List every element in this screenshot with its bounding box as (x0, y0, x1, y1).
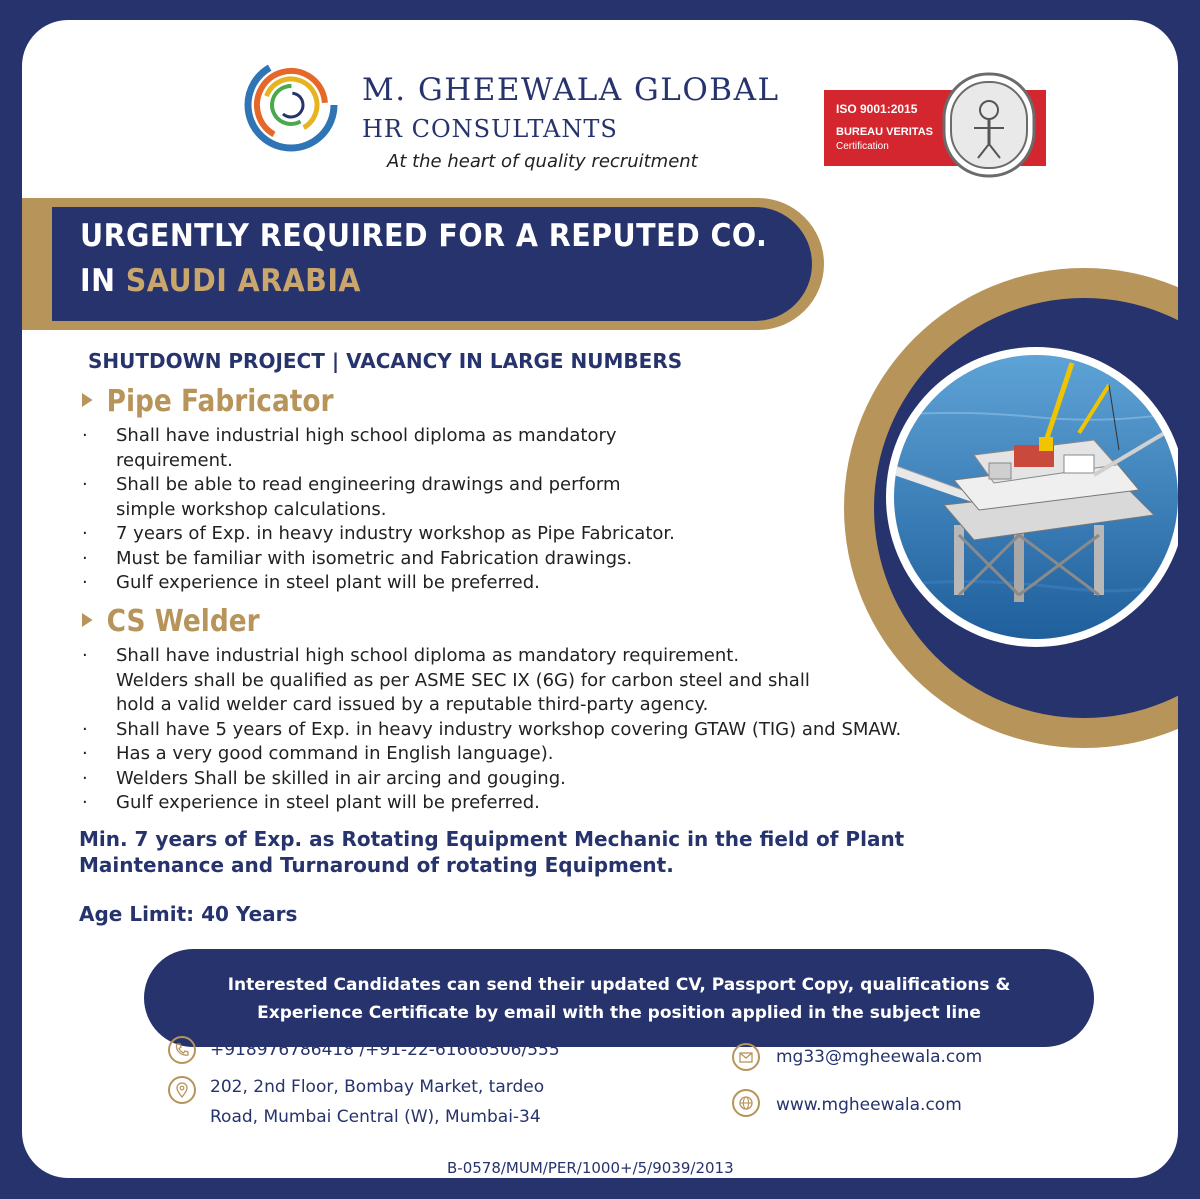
list-item: Welders shall be qualified as per ASME SEC IX (6G) for carbon steel and shall (116, 669, 810, 691)
iso-certification-label: Certification (836, 141, 889, 152)
iso-standard: ISO 9001:2015 (836, 102, 918, 116)
iso-certifier: BUREAU VERITAS (836, 126, 933, 138)
list-item: · Welders Shall be skilled in air arcing and gouging. (80, 767, 901, 792)
list-item: hold a valid welder card issued by a reputable third-party agency. (116, 694, 709, 715)
application-line-2: Experience Certificate by email with the position applied in the subject line (257, 1003, 981, 1023)
website-link[interactable]: www.mgheewala.com (776, 1095, 962, 1115)
application-instructions (144, 949, 1094, 1047)
content-card (22, 20, 1178, 1178)
company-subtitle: HR CONSULTANTS (362, 115, 618, 143)
job-title-text: CS Welder (106, 604, 260, 639)
mail-icon (732, 1043, 760, 1071)
arrow-right-icon (82, 393, 93, 407)
list-item: · Gulf experience in steel plant will be preferred. (80, 791, 901, 816)
location-pin-icon (168, 1076, 196, 1104)
company-name: M. GHEEWALA GLOBAL (362, 72, 780, 108)
arrow-right-icon (82, 613, 93, 627)
list-item: · 7 years of Exp. in heavy industry workshop as Pipe Fabricator. (80, 522, 675, 547)
address-line-1: 202, 2nd Floor, Bombay Market, tardeo (210, 1077, 545, 1097)
globe-icon (732, 1089, 760, 1117)
banner-location (80, 263, 361, 299)
list-item: · Shall have industrial high school diploma as mandatory requirement. (80, 644, 901, 669)
phone-number[interactable]: +918976786418 /+91-22-61666506/555 (210, 1040, 560, 1060)
list-item: · Must be familiar with isometric and Fabrication drawings. (80, 547, 675, 572)
list-item: · Shall be able to read engineering drawings and perform (80, 473, 675, 498)
email-link[interactable]: mg33@mgheewala.com (776, 1047, 983, 1067)
age-limit: Age Limit: 40 Years (79, 902, 298, 926)
pipe-fabricator-requirements (80, 424, 675, 596)
application-line-1: Interested Candidates can send their updated CV, Passport Copy, qualifications & (227, 975, 1011, 995)
banner-headline: URGENTLY REQUIRED FOR A REPUTED CO. (80, 218, 768, 254)
banner-location-prefix: IN (80, 263, 126, 299)
list-item: · Shall have 5 years of Exp. in heavy industry workshop covering GTAW (TIG) and SMAW. (80, 718, 901, 743)
job-title-cs-welder (82, 604, 260, 639)
concentric-ring-logo-icon (244, 58, 338, 152)
list-item: simple workshop calculations. (116, 498, 387, 520)
cs-welder-requirements (80, 644, 901, 816)
address-line-2: Road, Mumbai Central (W), Mumbai-34 (210, 1107, 541, 1127)
list-item: requirement. (116, 449, 233, 471)
banner-location-country: SAUDI ARABIA (125, 263, 361, 299)
phone-icon (168, 1036, 196, 1064)
job-title-text: Pipe Fabricator (106, 384, 334, 419)
mechanic-requirement: Min. 7 years of Exp. as Rotating Equipment Mechanic in the field of Plant Maintenance and Turnaround of rotating Equipment. (79, 827, 905, 877)
job-title-pipe-fabricator (82, 384, 334, 419)
list-item: · Has a very good command in English language). (80, 742, 901, 767)
registration-number: B-0578/MUM/PER/1000+/5/9039/2013 (447, 1159, 734, 1177)
list-item: · Gulf experience in steel plant will be preferred. (80, 571, 675, 596)
bureau-veritas-seal-icon (942, 72, 1036, 178)
application-instructions-text (144, 971, 1094, 1027)
list-item: · Shall have industrial high school diploma as mandatory (80, 424, 675, 449)
project-subheading: SHUTDOWN PROJECT | VACANCY IN LARGE NUMBERS (88, 349, 683, 373)
company-tagline: At the heart of quality recruitment (387, 151, 698, 172)
offshore-platform-photo (894, 355, 1178, 639)
